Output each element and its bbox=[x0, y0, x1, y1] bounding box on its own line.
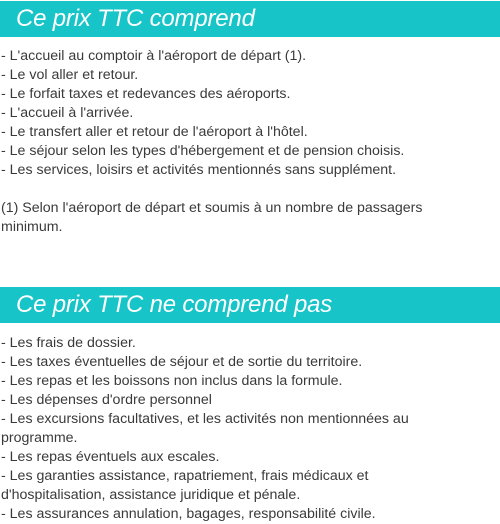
list-item: - Les repas et les boissons non inclus dans la formule. bbox=[1, 373, 343, 389]
excluded-title: Ce prix TTC ne comprend pas bbox=[16, 291, 333, 318]
list-item: - Les repas éventuels aux escales. bbox=[1, 449, 220, 465]
list-item: - Le séjour selon les types d'hébergement et de pension choisis. bbox=[1, 143, 405, 159]
list-item: - Les frais de dossier. bbox=[1, 335, 136, 351]
list-item: programme. bbox=[1, 430, 78, 446]
footnote: minimum. bbox=[1, 219, 63, 235]
list-item: - Les services, loisirs et activités mentionnés sans supplément. bbox=[1, 162, 397, 178]
list-item: - Le transfert aller et retour de l'aéroport à l'hôtel. bbox=[1, 124, 308, 140]
list-item: - Les assurances annulation, bagages, responsabilité civile. bbox=[1, 506, 376, 522]
included-header-banner bbox=[0, 1, 500, 37]
list-item: - L'accueil au comptoir à l'aéroport de départ (1). bbox=[1, 48, 307, 64]
list-item: - Le vol aller et retour. bbox=[1, 67, 139, 83]
included-title: Ce prix TTC comprend bbox=[16, 5, 255, 32]
excluded-header-banner bbox=[0, 287, 500, 323]
list-item: - Les taxes éventuelles de séjour et de sortie du territoire. bbox=[1, 354, 363, 370]
list-item: - Le forfait taxes et redevances des aéroports. bbox=[1, 86, 291, 102]
list-item: - Les dépenses d'ordre personnel bbox=[1, 392, 212, 408]
included-list bbox=[1, 47, 471, 237]
list-item: d'hospitalisation, assistance juridique et pénale. bbox=[1, 487, 301, 503]
spacer bbox=[1, 180, 471, 199]
list-item: - Les excursions facultatives, et les activités non mentionnées au bbox=[1, 411, 409, 427]
excluded-list bbox=[1, 334, 471, 524]
footnote: (1) Selon l'aéroport de départ et soumis à un nombre de passagers bbox=[1, 200, 423, 216]
list-item: - Les garanties assistance, rapatriement, frais médicaux et bbox=[1, 468, 369, 484]
list-item: - L'accueil à l'arrivée. bbox=[1, 105, 134, 121]
